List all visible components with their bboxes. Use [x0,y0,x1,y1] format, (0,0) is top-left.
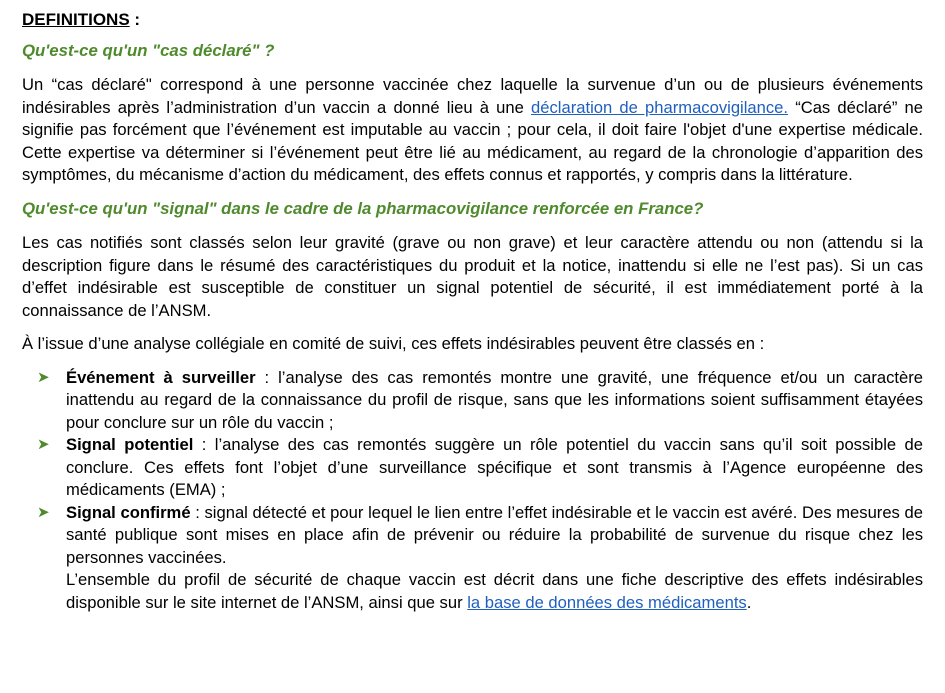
cas-declare-text-end: “Cas déclaré” ne signifie pas forcément que l’événement est imputable au vaccin ; pour cela, il doit faire l'objet d'une expertise médicale. Cette expertise va déterminer si l’événement peut être lié au médicament, au regard de la chronologie d’apparition des symptômes, du mécanisme d’action du médicament, des effets connus et rapportés, y compris dans la littérature. [22,97,923,184]
arrowhead-icon: ➤ [37,436,50,453]
term-evenement: Événement à surveiller [66,367,256,387]
desc-evenement: : l’analyse des cas remontés montre une gravité, une fréquence et/ou un caractère inattendu au regard de la connaissance du profil de risque, sans que les informations soient suffisamment étayées pour conclure sur un rôle du vaccin ; [66,367,923,432]
term-signal-potentiel: Signal potentiel [66,435,194,454]
classification-list [22,367,923,615]
paragraph-cas-declare [22,74,923,187]
question-cas-declare: Qu'est-ce qu'un "cas déclaré" ? [22,40,275,60]
profil-text-start: L’ensemble du profil de sécurité de chaque vaccin est décrit dans une fiche descriptive des effets indésirables disponible sur le site internet de l’ANSM, ainsi que sur [66,570,923,612]
definitions-heading-label: DEFINITIONS [22,10,130,29]
declaration-pharmacovigilance-link[interactable]: déclaration de pharmacovigilance. [531,97,789,117]
desc-signal-confirme: : signal détecté et pour lequel le lien entre l’effet indésirable et le vaccin est avéré. Des mesures de santé publique sont mises en place afin de prévenir ou réduire la probabilité de survenue du risque chez les personnes vaccinées. [66,502,923,567]
term-signal-confirme: Signal confirmé [66,502,191,522]
definitions-heading [22,9,923,32]
desc-signal-potentiel: : l’analyse des cas remontés suggère un rôle potentiel du vaccin sans qu’il soit possible de conclure. Ces effets font l’objet d’une surveillance spécifique et sont transmis à l’Agence européenne des médicaments (EMA) ; [66,435,923,499]
paragraph-analyse-collegiale: À l’issue d’une analyse collégiale en comité de suivi, ces effets indésirables peuvent être classés en : [22,334,765,353]
list-item-signal-confirme [37,502,923,615]
paragraph-profil-securite [66,569,923,614]
profil-text-end: . [746,592,752,612]
arrowhead-icon: ➤ [37,503,50,521]
arrowhead-icon: ➤ [37,368,50,386]
list-item-signal-potentiel [37,434,923,502]
question-signal: Qu'est-ce qu'un "signal" dans le cadre de la pharmacovigilance renforcée en France? [22,198,704,218]
paragraph-cas-notifies: Les cas notifiés sont classés selon leur gravité (grave ou non grave) et leur caractère attendu ou non (attendu si la description figure dans le résumé des caractéristiques du produit et la notice, inattendu si elle ne l’est pas). Si un cas d’effet indésirable est susceptible de constituer un signal potentiel de sécurité, il est immédiatement porté à la connaissance de l’ANSM. [22,233,923,320]
base-donnees-medicaments-link[interactable]: la base de données des médicaments [467,592,747,612]
cas-declare-text-start: Un “cas déclaré" correspond à une personne vaccinée chez laquelle la survenue d’un ou de plusieurs événements indésirables après l’administration d’un vaccin a donné lieu à une [22,75,923,117]
list-item-evenement [37,367,923,435]
definitions-heading-colon: : [129,10,141,29]
